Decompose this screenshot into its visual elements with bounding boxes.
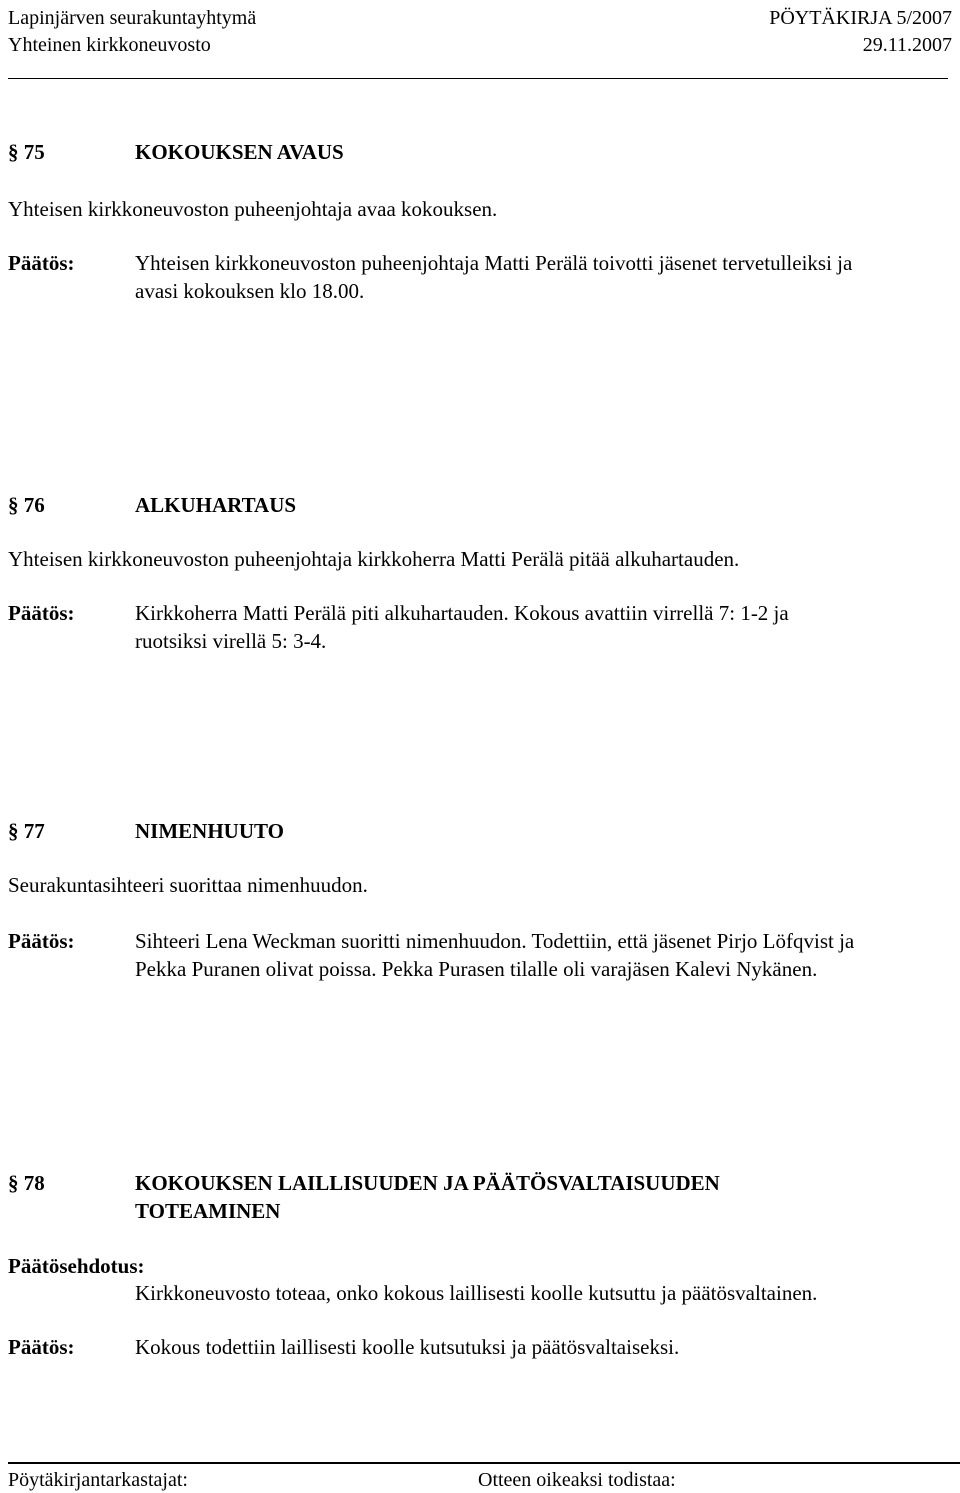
section-75-title: KOKOUKSEN AVAUS [135,140,344,164]
section-76-number: § 76 [8,493,45,517]
section-77-intro: Seurakuntasihteeri suorittaa nimenhuudon. [8,873,368,897]
section-76-decision-line: Kirkkoherra Matti Perälä piti alkuhartauden. Kokous avattiin virrellä 7: 1-2 ja [135,601,789,625]
section-77-decision [135,927,854,983]
section-77-decision-line: Sihteeri Lena Weckman suoritti nimenhuudon. Todettiin, että jäsenet Pirjo Löfqvist ja [135,929,855,953]
section-76-decision-label: Päätös: [8,601,75,625]
section-76-title: ALKUHARTAUS [135,493,297,517]
section-75-number: § 75 [8,140,45,164]
section-78-decision-label: Päätös: [8,1335,75,1359]
section-75-intro: Yhteisen kirkkoneuvoston puheenjohtaja avaa kokouksen. [8,197,498,221]
section-77-decision-line: Pekka Puranen olivat poissa. Pekka Purasen tilalle oli varajäsen Kalevi Nykänen. [135,957,818,981]
header-divider [8,78,948,79]
section-78-decision: Kokous todettiin laillisesti koolle kutsutuksi ja päätösvaltaiseksi. [135,1335,680,1359]
section-78-title-line: KOKOUKSEN LAILLISUUDEN JA PÄÄTÖSVALTAISUUDEN [135,1171,720,1195]
section-76-decision-line: ruotsiksi virellä 5: 3-4. [135,629,327,653]
section-75-decision [135,249,852,305]
footer-divider [8,1462,960,1464]
section-77-number: § 77 [8,819,45,843]
section-77-decision-label: Päätös: [8,929,75,953]
header-body-name: Yhteinen kirkkoneuvosto [8,34,211,56]
section-78-title [135,1169,720,1225]
footer-certification-label: Otteen oikeaksi todistaa: [478,1469,676,1491]
section-75-decision-line: avasi kokouksen klo 18.00. [135,279,365,303]
section-76-decision [135,599,789,655]
section-78-proposal: Kirkkoneuvosto toteaa, onko kokous laillisesti koolle kutsuttu ja päätösvaltainen. [135,1281,818,1305]
section-78-number: § 78 [8,1171,45,1195]
footer-reviewers-label: Pöytäkirjantarkastajat: [8,1469,188,1491]
header-date: 29.11.2007 [862,34,952,56]
section-78-title-line: TOTEAMINEN [135,1199,281,1223]
section-76-intro: Yhteisen kirkkoneuvoston puheenjohtaja kirkkoherra Matti Perälä pitää alkuhartauden. [8,547,740,571]
section-78-proposal-label: Päätösehdotus: [8,1254,145,1278]
header-doc-id: PÖYTÄKIRJA 5/2007 [769,7,952,29]
section-75-decision-line: Yhteisen kirkkoneuvoston puheenjohtaja Matti Perälä toivotti jäsenet tervetulleiksi ja [135,251,853,275]
section-75-decision-label: Päätös: [8,251,75,275]
section-77-title: NIMENHUUTO [135,819,284,843]
header-org: Lapinjärven seurakuntayhtymä [8,7,257,29]
